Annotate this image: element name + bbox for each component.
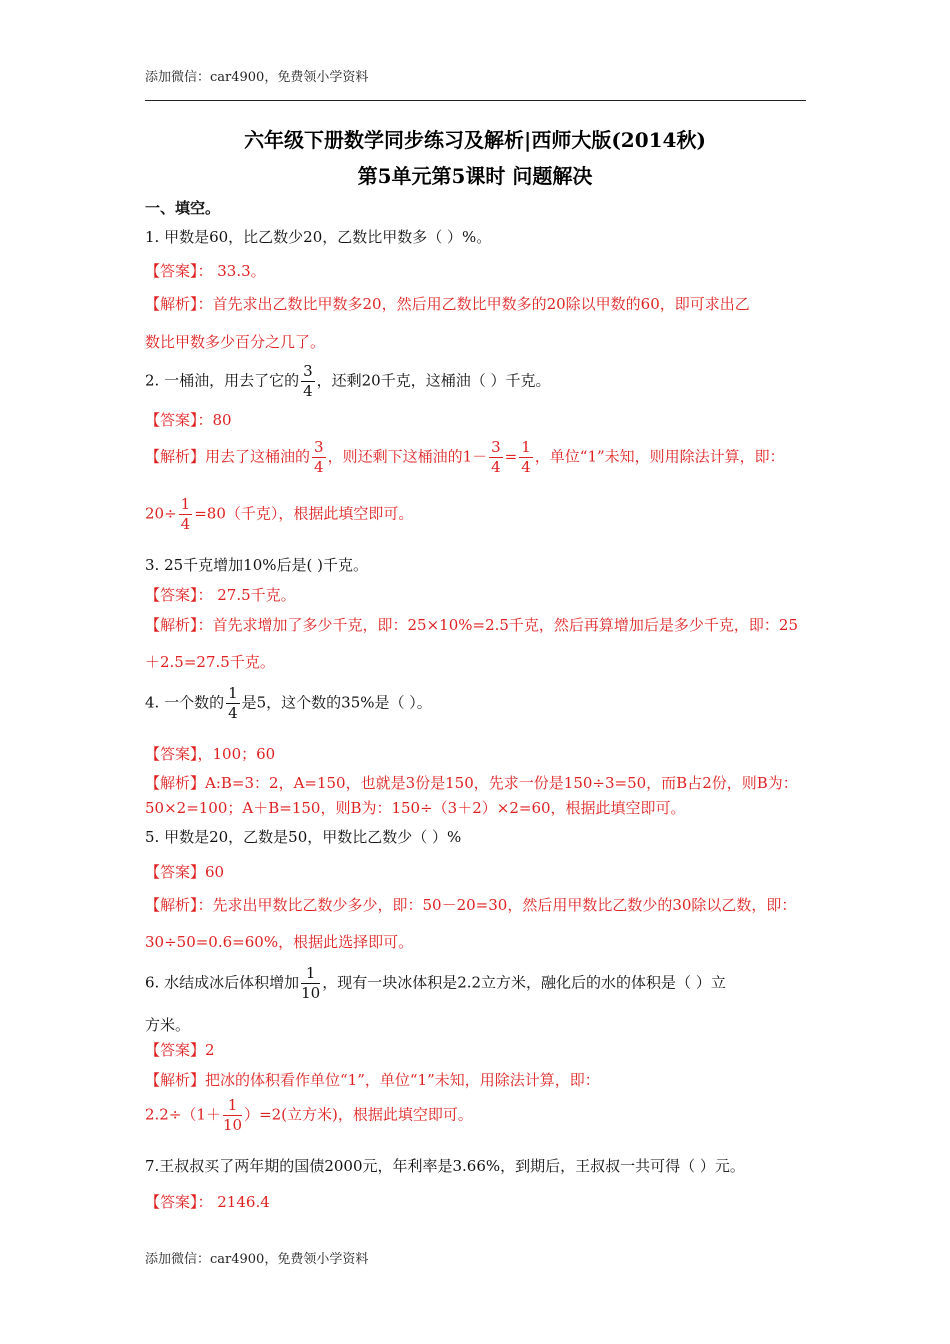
analysis-4-line2: 50×2=100；A＋B=150，则B为：150÷（3＋2）×2=60，根据此填空即可。	[145, 799, 686, 817]
fraction	[226, 686, 240, 721]
question-6	[145, 966, 726, 1001]
fraction	[301, 966, 320, 1001]
analysis-6-line1: 【解析】把冰的体积看作单位“1”，单位“1”未知，用除法计算，即：	[145, 1071, 600, 1089]
question-4-text-pre: 4. 一个数的	[145, 693, 225, 712]
question-6-text-post: ，现有一块冰体积是2.2立方米，融化后的水的体积是（ ）立	[322, 973, 726, 992]
fraction	[489, 440, 503, 475]
analysis-6-line2-pre: 2.2÷（1＋	[145, 1105, 221, 1124]
question-4-text-post: 是5，这个数的35%是（ ）。	[241, 693, 432, 712]
fraction-numerator: 3	[491, 438, 501, 456]
section-heading: 一、填空。	[145, 199, 221, 217]
fraction-denominator: 4	[491, 458, 501, 476]
fraction-numerator: 3	[303, 362, 313, 380]
question-6-text-pre: 6. 水结成冰后体积增加	[145, 973, 300, 992]
fraction-denominator: 10	[222, 1116, 243, 1134]
answer-3: 【答案】： 27.5千克。	[145, 586, 296, 604]
answer-1: 【答案】： 33.3。	[145, 262, 266, 280]
question-1: 1. 甲数是60，比乙数少20，乙数比甲数多（ ）%。	[145, 228, 492, 246]
fraction-numerator: 1	[521, 438, 531, 456]
analysis-2-line2-post: =80（千克），根据此填空即可。	[194, 504, 414, 523]
question-2-text-post: ，还剩20千克，这桶油（ ）千克。	[316, 371, 551, 390]
question-2	[145, 364, 551, 399]
question-7: 7.王叔叔买了两年期的国债2000元，年利率是3.66%，到期后，王叔叔一共可得（ ）元。	[145, 1157, 745, 1175]
answer-5: 【答案】60	[145, 863, 225, 881]
analysis-2-line2	[145, 497, 413, 532]
page-footer: 添加微信：car4900，免费领小学资料	[145, 1252, 369, 1267]
analysis-5-line2: 30÷50=0.6=60%，根据此选择即可。	[145, 933, 414, 951]
question-3: 3. 25千克增加10%后是( )千克。	[145, 556, 368, 574]
analysis-6-line2	[145, 1098, 473, 1133]
question-2-text-pre: 2. 一桶油，用去了它的	[145, 371, 300, 390]
answer-7: 【答案】： 2146.4	[145, 1193, 270, 1211]
analysis-3-line2: ＋2.5=27.5千克。	[145, 653, 275, 671]
fraction-denominator: 10	[301, 984, 321, 1002]
fraction-numerator: 1	[223, 1098, 242, 1116]
analysis-3-line1: 【解析】：首先求增加了多少千克，即：25×10%=2.5千克，然后再算增加后是多少千克，即：25	[145, 616, 799, 634]
fraction-denominator: 4	[228, 704, 238, 722]
fraction-denominator: 4	[521, 458, 531, 476]
fraction-numerator: 1	[228, 684, 238, 702]
page-subtitle: 第5单元第5课时 问题解决	[357, 164, 593, 188]
fraction-denominator: 4	[303, 382, 313, 400]
analysis-2-line1	[145, 440, 785, 475]
question-5: 5. 甲数是20，乙数是50，甲数比乙数少（ ）%	[145, 828, 462, 846]
analysis-2-text-pre: 【解析】用去了这桶油的	[145, 447, 311, 466]
fraction	[301, 364, 315, 399]
analysis-1-line1: 【解析】：首先求出乙数比甲数多20，然后用乙数比甲数多的20除以甲数的60，即可求出乙	[145, 295, 750, 313]
question-6-line2: 方米。	[145, 1016, 191, 1034]
analysis-4-line1: 【解析】A:B=3：2，A=150，也就是3份是150，先求一份是150÷3=50，而B占2份，则B为：	[145, 774, 798, 792]
analysis-2-line2-pre: 20÷	[145, 504, 177, 523]
fraction-numerator: 3	[314, 438, 324, 456]
page-title: 六年级下册数学同步练习及解析|西师大版(2014秋)	[244, 128, 706, 152]
answer-6: 【答案】2	[145, 1041, 215, 1059]
analysis-2-text-mid: ，则还剩下这桶油的1－	[327, 447, 488, 466]
page-header: 添加微信：car4900，免费领小学资料	[145, 70, 369, 85]
question-4	[145, 686, 432, 721]
fraction-numerator: 1	[180, 495, 191, 513]
fraction-denominator: 4	[180, 515, 191, 533]
fraction-numerator: 1	[301, 966, 320, 984]
analysis-5-line1: 【解析】：先求出甲数比乙数少多少，即：50－20=30，然后用甲数比乙数少的30除以乙数，即：	[145, 896, 797, 914]
fraction	[519, 440, 533, 475]
analysis-6-line2-post: ）=2(立方米)，根据此填空即可。	[244, 1105, 473, 1124]
header-divider	[145, 100, 806, 101]
fraction-denominator: 4	[314, 458, 324, 476]
equals-sign: =	[504, 447, 518, 466]
fraction	[179, 497, 193, 532]
analysis-1-line2: 数比甲数多少百分之几了。	[145, 333, 326, 351]
fraction	[312, 440, 326, 475]
fraction	[223, 1098, 242, 1133]
answer-2: 【答案】：80	[145, 411, 232, 429]
answer-4: 【答案】，100；60	[145, 745, 276, 763]
analysis-2-text-post: ，单位“1”未知，则用除法计算，即：	[534, 447, 785, 466]
